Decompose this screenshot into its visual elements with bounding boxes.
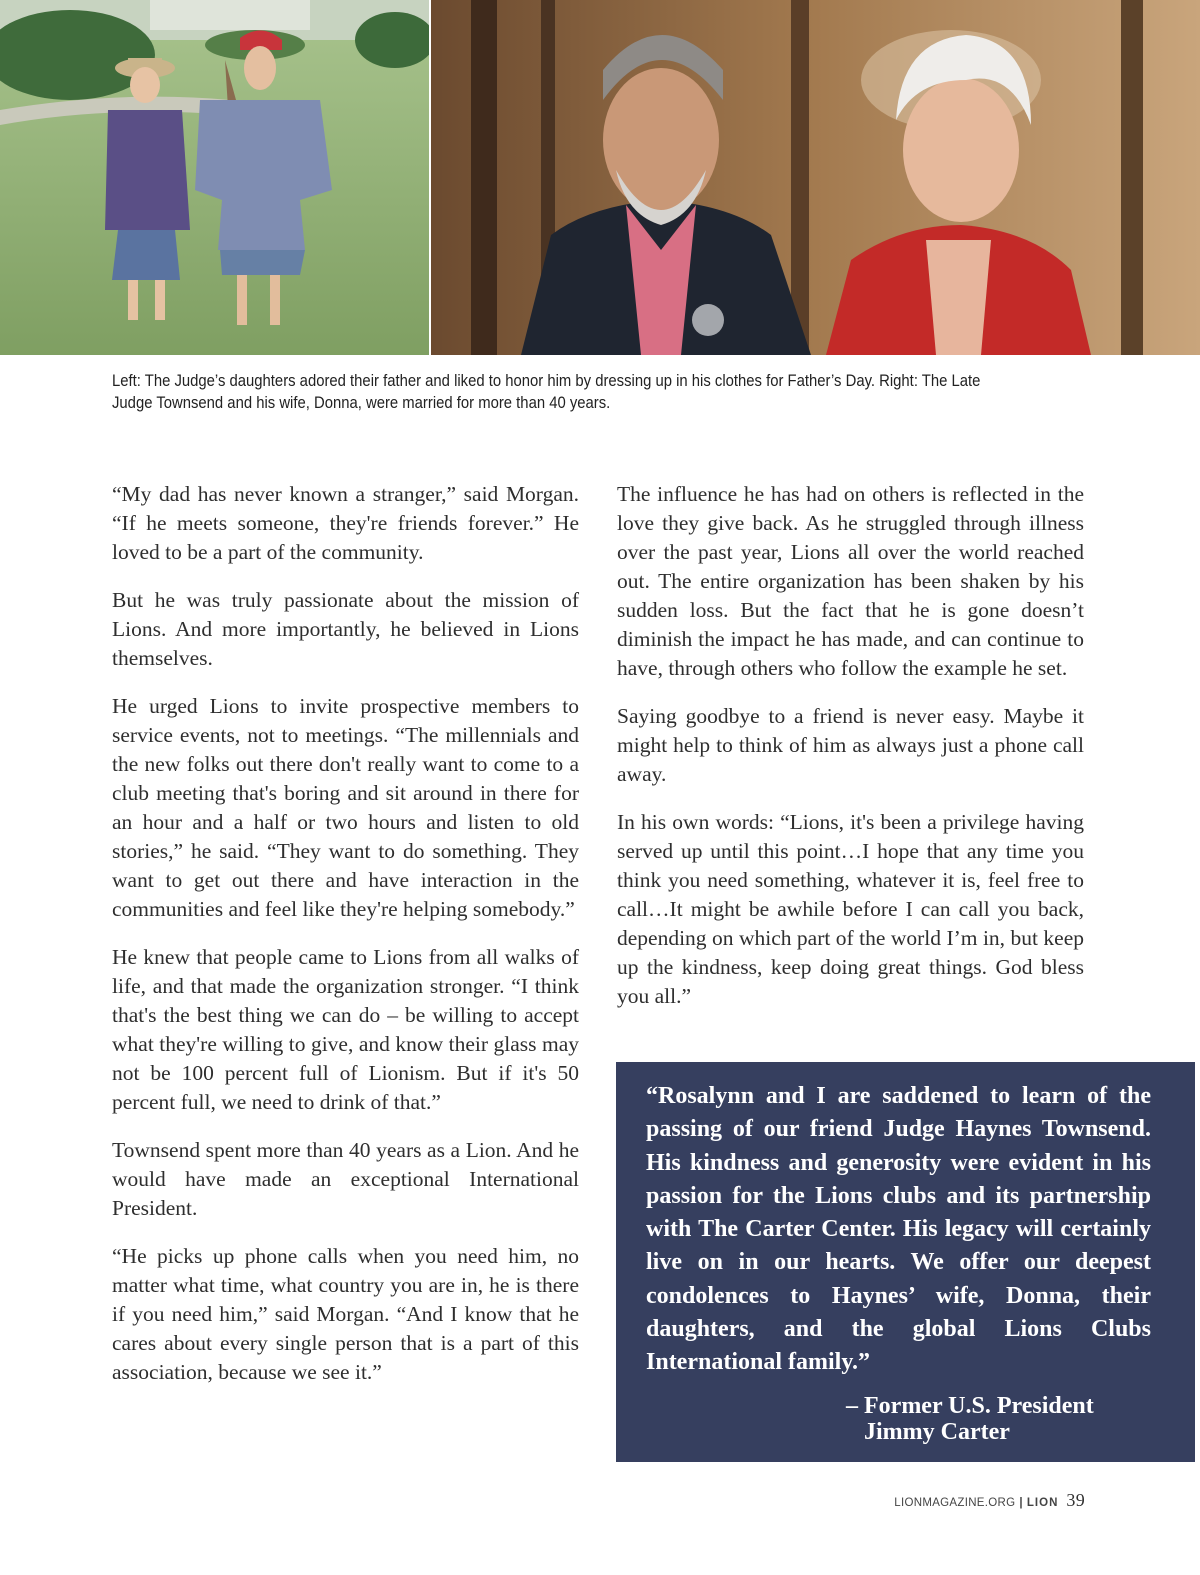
photo-townsend-couple <box>431 0 1200 355</box>
page-footer <box>894 1490 1085 1511</box>
paragraph: He knew that people came to Lions from all walks of life, and that made the organization stronger. “I think that's the best thing we can do – be willing to accept what they're willing to give, and know their glass may not be 100 percent full of Lionism. But if it's 50 percent full, we need to drink of that.” <box>112 945 579 1114</box>
footer-brand: LION <box>1026 1497 1059 1509</box>
pull-quote-box <box>616 1062 1195 1462</box>
paragraph: The influence he has had on others is reflected in the love they give back. As he struggled through illness over the past year, Lions all over the world reached out. The entire organization has been shaken by his sudden loss. But the fact that he is gone doesn’t diminish the impact he has made, and can continue to have, through others who follow the example he set. <box>617 482 1084 680</box>
paragraph: He urged Lions to invite prospective members to service events, not to meetings. “The millennials and the new folks out there don't really want to come to a club meeting that's boring and sit around in there for an hour and a half or two hours and listen to old stories,” he said. “They want to do something. They want to get out there and have interaction in the communities and feel like they're helping somebody.” <box>112 694 579 921</box>
footer-site: LIONMAGAZINE.ORG <box>894 1497 1016 1509</box>
photo-daughters <box>0 0 429 355</box>
photo-strip <box>0 0 1200 355</box>
photo-caption: Left: The Judge’s daughters adored their father and liked to honor him by dressing up in his clothes for Father’s Day. Right: The Late Judge Townsend and his wife, Donna, were married for more than 40 years. <box>112 372 981 412</box>
couple-photo-illustration <box>431 0 1200 355</box>
pull-quote-attribution <box>846 1393 1151 1445</box>
pull-quote-text: “Rosalynn and I are saddened to learn of the passing of our friend Judge Haynes Townsend. His kindness and generosity were evident in his passion for the Lions clubs and its partnership with The Carter Center. His legacy will certainly live on in our hearts. We offer our deepest condolences to Haynes’ wife, Donna, their daughters, and the global Lions Clubs International family.” <box>646 1083 1151 1376</box>
paragraph: Saying goodbye to a friend is never easy. Maybe it might help to think of him as always just a phone call away. <box>617 704 1084 786</box>
paragraph: In his own words: “Lions, it's been a privilege having served up until this point…I hope that any time you think you need something, whatever it is, feel free to call…It might be awhile before I can call you back, depending on which part of the world I’m in, but keep up the kindness, keep doing great things. God bless you all.” <box>617 810 1084 1008</box>
paragraph: “My dad has never known a stranger,” said Morgan. “If he meets someone, they're friends forever.” He loved to be a part of the community. <box>112 482 579 564</box>
article-column-left <box>112 480 579 1406</box>
paragraph: “He picks up phone calls when you need him, no matter what time, what country you are in, he is there if you need him,” said Morgan. “And I know that he cares about every single person that is a part of this association, because we see it.” <box>112 1244 579 1384</box>
daughters-photo-illustration <box>0 0 429 355</box>
attribution-name: Jimmy Carter <box>864 1418 1010 1445</box>
article-column-right <box>617 480 1084 1030</box>
attribution-title: – Former U.S. President <box>846 1392 1094 1419</box>
footer-separator: | <box>1019 1497 1023 1509</box>
paragraph: But he was truly passionate about the mission of Lions. And more importantly, he believed in Lions themselves. <box>112 588 579 670</box>
paragraph: Townsend spent more than 40 years as a Lion. And he would have made an exceptional International President. <box>112 1138 579 1220</box>
page-number: 39 <box>1066 1490 1085 1510</box>
